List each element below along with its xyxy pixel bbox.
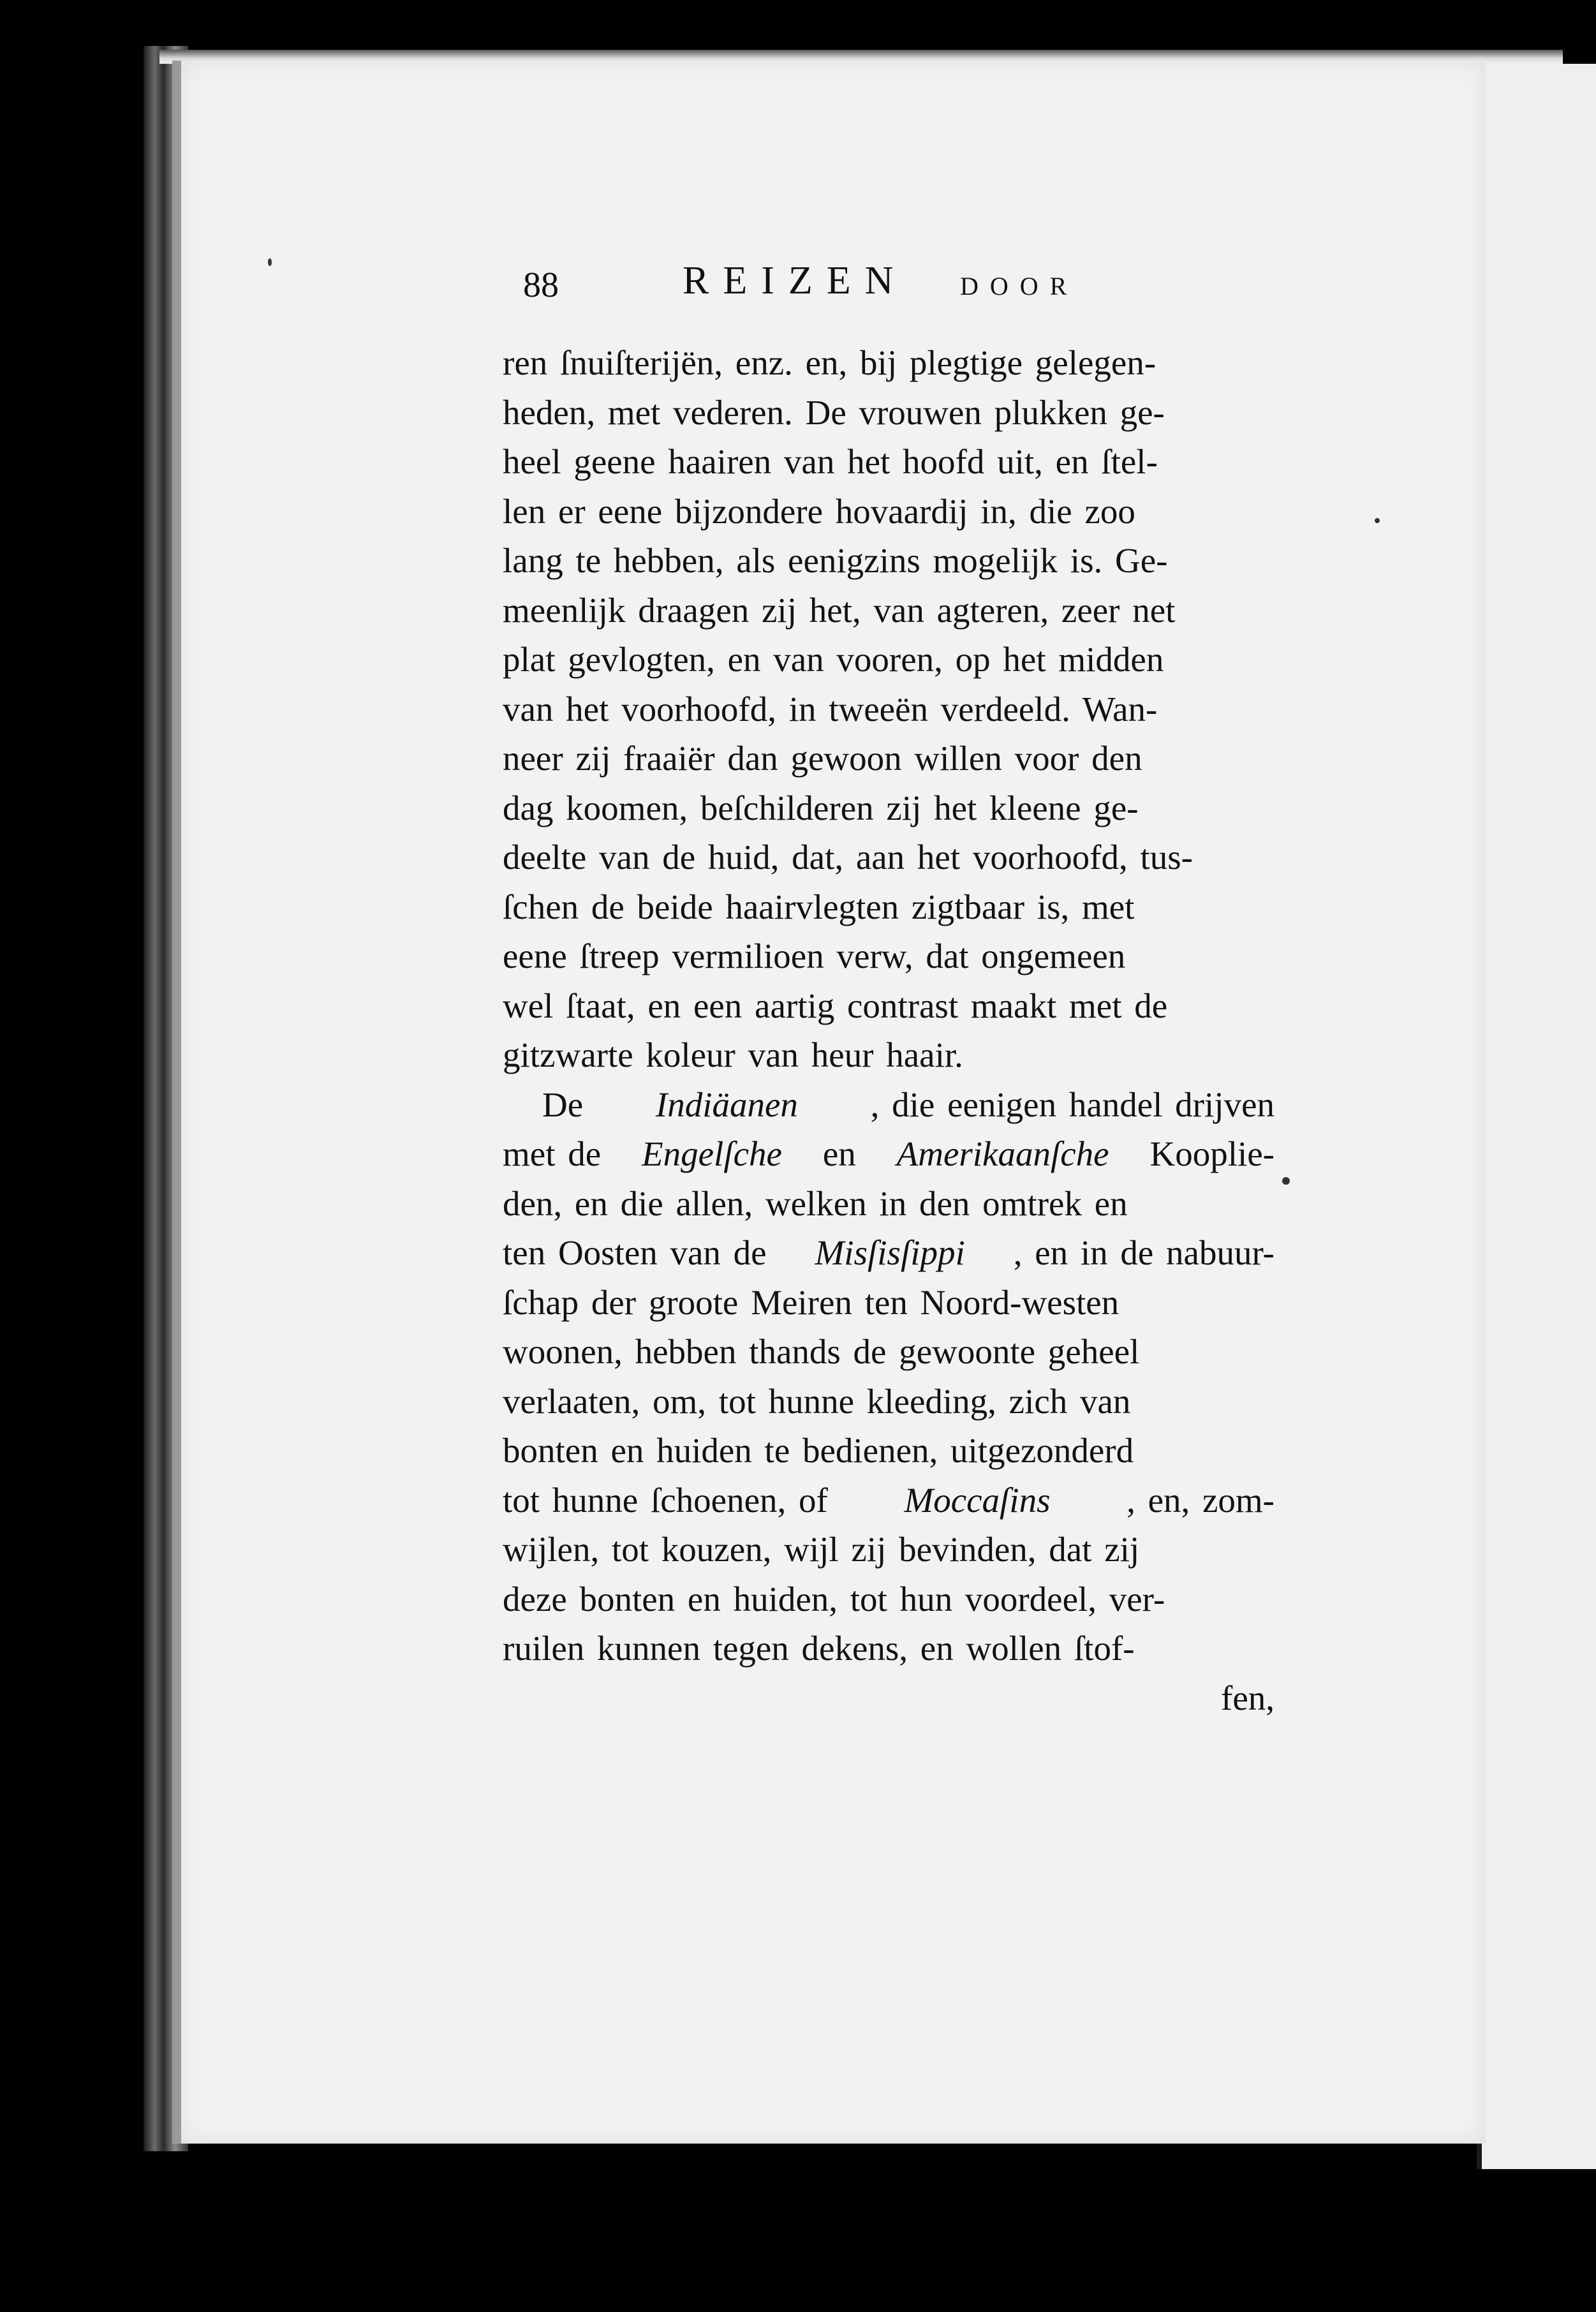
text-line: van het voorhoofd, in tweeën verdeeld. Wan- bbox=[503, 689, 1158, 729]
text-line: woonen, hebben thands de gewoonte geheel bbox=[503, 1332, 1140, 1371]
text-line: meenlijk draagen zij het, van agteren, zeer net bbox=[503, 590, 1176, 630]
body-text bbox=[503, 338, 1275, 1723]
text-line: plat gevlogten, en van vooren, op het midden bbox=[503, 640, 1164, 679]
running-title-continued: DOOR bbox=[960, 272, 1079, 300]
text-line: ſchen de beide haairvlegten zigtbaar is, met bbox=[503, 887, 1135, 926]
text-line: heden, met vederen. De vrouwen plukken ge- bbox=[503, 392, 1165, 432]
text-line: lang te hebben, als eenigzins mogelijk is. Ge- bbox=[503, 541, 1168, 580]
text-line: ten Oosten van de Misſisſippi , en in de nabuur- bbox=[503, 1233, 1275, 1272]
page-number: 88 bbox=[523, 265, 559, 305]
facing-page-edge bbox=[1477, 64, 1596, 2169]
text-line: bonten en huiden te bedienen, uitgezonderd bbox=[503, 1431, 1134, 1470]
text-line: dag koomen, beſchilderen zij het kleene ge- bbox=[503, 788, 1139, 827]
text-line: wijlen, tot kouzen, wijl zij bevinden, dat zij bbox=[503, 1530, 1140, 1569]
text-line: verlaaten, om, tot hunne kleeding, zich van bbox=[503, 1381, 1131, 1421]
ink-speck bbox=[268, 258, 272, 266]
text-line: met de Engelſche en Amerikaanſche Kooplie- bbox=[503, 1134, 1275, 1173]
catchword: fen, bbox=[1221, 1678, 1275, 1717]
text-line: gitzwarte koleur van heur haair. bbox=[503, 1035, 963, 1074]
text-line: ſchap der groote Meiren ten Noord-westen bbox=[503, 1282, 1119, 1322]
text-line: tot hunne ſchoenen, of Moccaſins , en, zom- bbox=[503, 1480, 1275, 1520]
text-line: ruilen kunnen tegen dekens, en wollen ſtof- bbox=[503, 1629, 1135, 1668]
text-line: den, en die allen, welken in den omtrek en bbox=[503, 1183, 1128, 1223]
text-line: ren ſnuiſterijën, enz. en, bij plegtige gelegen- bbox=[503, 343, 1156, 382]
text-line: De Indiäanen , die eenigen handel drijven bbox=[542, 1085, 1275, 1124]
running-head bbox=[523, 258, 1289, 322]
text-line: deze bonten en huiden, tot hun voordeel, ver- bbox=[503, 1579, 1165, 1619]
ink-speck bbox=[1282, 1177, 1290, 1185]
running-title: REIZEN bbox=[683, 259, 908, 302]
text-line: wel ſtaat, en een aartig contrast maakt met de bbox=[503, 986, 1168, 1025]
ink-speck bbox=[1375, 518, 1380, 523]
text-line: neer zij fraaiër dan gewoon willen voor den bbox=[503, 739, 1142, 778]
text-line: deelte van de huid, dat, aan het voorhoofd, tus- bbox=[503, 838, 1193, 877]
text-line: heel geene haairen van het hoofd uit, en ſtel- bbox=[503, 442, 1158, 481]
text-line: eene ſtreep vermilioen verw, dat ongemeen bbox=[503, 937, 1126, 975]
text-line: len er eene bijzondere hovaardij in, die zoo bbox=[503, 491, 1135, 531]
